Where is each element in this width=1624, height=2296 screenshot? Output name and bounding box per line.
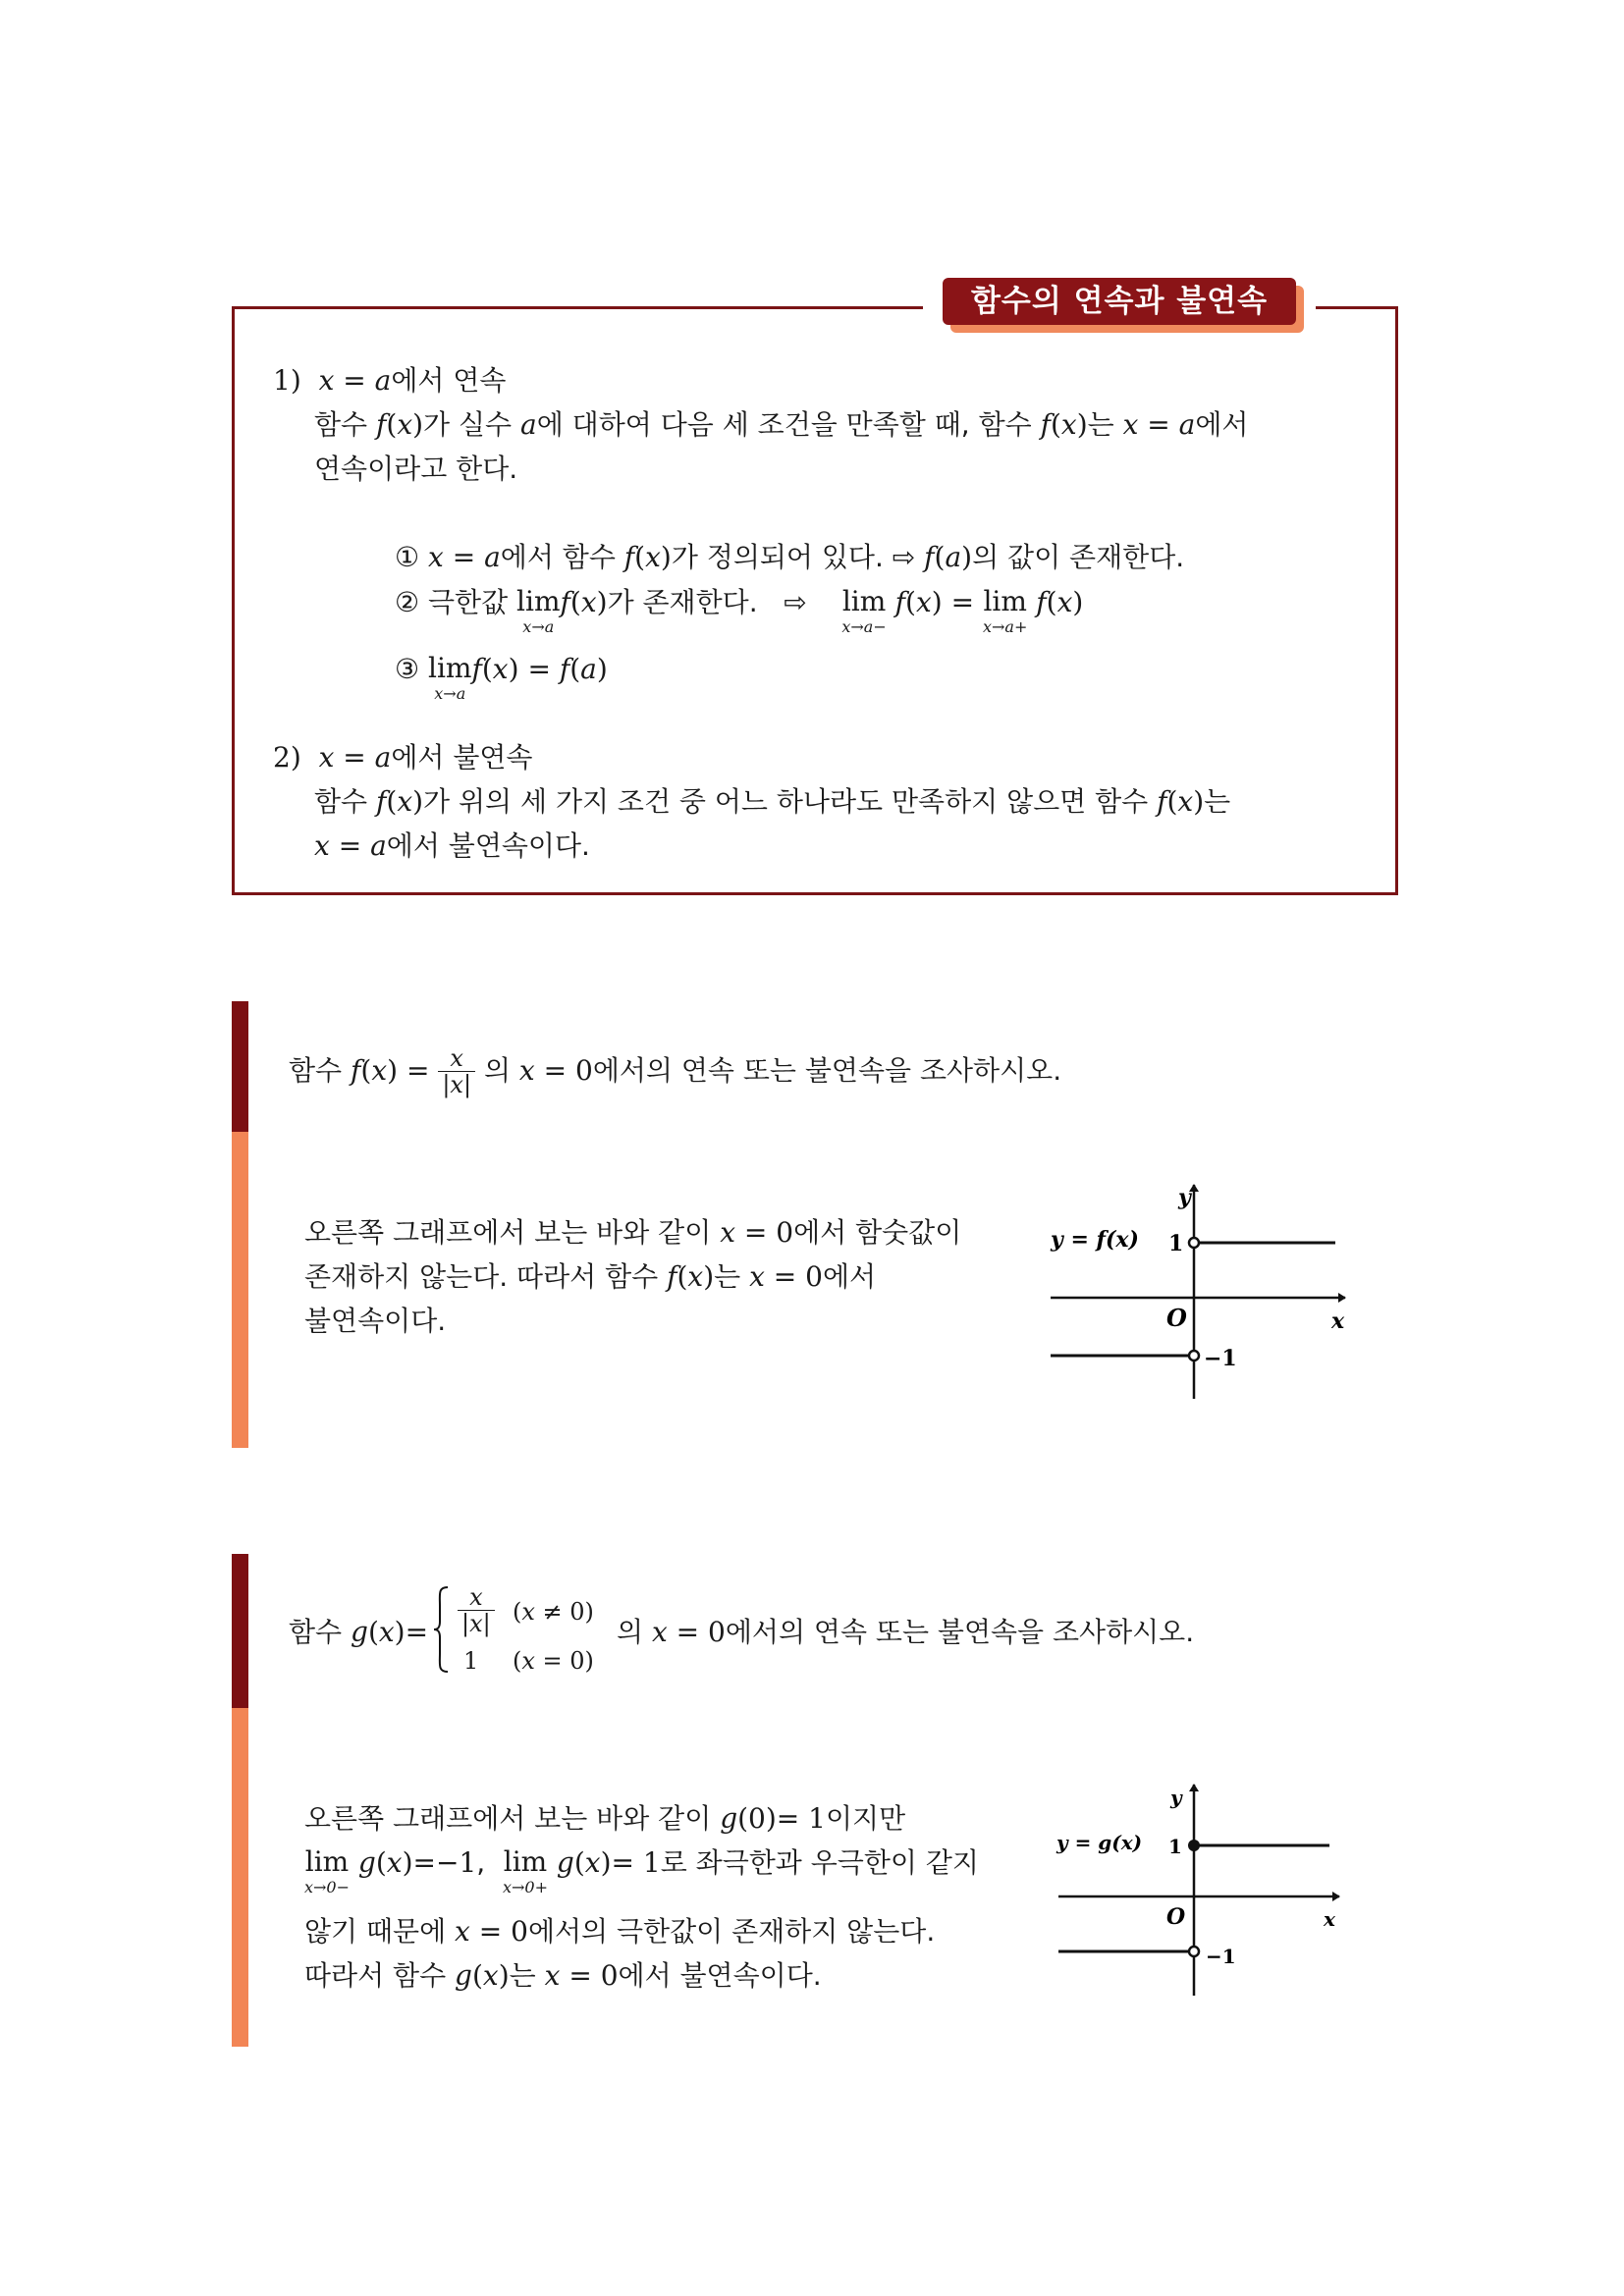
problem2-answer-line1: 오른쪽 그래프에서 보는 바와 같이 g(0)= 1이지만 xyxy=(304,1802,906,1835)
problem1-question: 함수 f(x) = $\frac{x}{|x|}$ 의 x = 0에서의 연속 또는 불연속을 조사하시오. xyxy=(289,1044,1062,1099)
s1-line1: 함수 f(x)가 실수 a에 대하여 다음 세 조건을 만족할 때, 함수 f(x)는 x = a에서 xyxy=(314,408,1249,441)
problem2-question-tail: 의 x = 0에서의 연속 또는 불연속을 조사하시오. xyxy=(617,1616,1195,1648)
problem2-bar-dark xyxy=(232,1554,248,1708)
y-label: y xyxy=(1170,1786,1182,1809)
s2-line2: x = a에서 불연속이다. xyxy=(314,829,590,862)
tick-label-neg1: −1 xyxy=(1204,1346,1237,1371)
tick-label-1: 1 xyxy=(1168,1231,1184,1256)
problem2-bar-light xyxy=(232,1708,248,2047)
problem2-answer-line3: 않기 때문에 x = 0에서의 극한값이 존재하지 않는다. xyxy=(304,1915,936,1948)
problem1-answer-line2: 존재하지 않는다. 따라서 함수 f(x)는 x = 0에서 xyxy=(304,1260,877,1293)
function-label: y = f(x) xyxy=(1051,1227,1139,1253)
s1-line2: 연속이라고 한다. xyxy=(314,453,518,485)
x-label: x xyxy=(1331,1308,1345,1334)
problem2-case1-cond: (x ≠ 0) xyxy=(513,1598,594,1626)
origin-label: O xyxy=(1166,1904,1186,1930)
problem2-answer-line4: 따라서 함수 g(x)는 x = 0에서 불연속이다. xyxy=(304,1959,822,1992)
open-point-lower xyxy=(1189,1947,1199,1956)
title-badge xyxy=(943,278,1296,325)
problem2-answer-line2: lim x→0− g(x)=−1, lim x→0+ g(x)= 1로 좌극한과 우극한이 같지 xyxy=(304,1845,979,1896)
s2-heading: 2) x = a에서 불연속 xyxy=(273,741,533,774)
x-label: x xyxy=(1324,1907,1335,1931)
problem1-answer-line3: 불연속이다. xyxy=(304,1305,447,1337)
tick-label-neg1: −1 xyxy=(1206,1945,1236,1968)
open-point-upper xyxy=(1189,1238,1199,1248)
closed-point-upper xyxy=(1188,1840,1200,1851)
condition-1: ① x = a에서 함수 f(x)가 정의되어 있다. ⇨ f(a)의 값이 존재한다. xyxy=(395,541,1185,573)
s1-heading: 1) x = a에서 연속 xyxy=(273,364,507,397)
condition-3: ③ lim x→a f(x) = f(a) xyxy=(395,652,608,703)
open-point-lower xyxy=(1189,1351,1199,1361)
s2-line1: 함수 f(x)가 위의 세 가지 조건 중 어느 하나라도 만족하지 않으면 함수 f(x)는 xyxy=(314,785,1231,818)
condition-2: ② 극한값 lim x→a f(x)가 존재한다. ⇨ lim x→a− f(x) = lim x→a+ f(x) xyxy=(395,585,1084,636)
y-label: y xyxy=(1178,1185,1191,1210)
problem1-bar-light xyxy=(232,1132,248,1448)
section-title: 함수의 연속과 불연속 xyxy=(943,278,1296,325)
problem2-graph xyxy=(1049,1775,1353,2001)
origin-label: O xyxy=(1166,1304,1187,1332)
problem1-graph xyxy=(1041,1173,1355,1409)
problem2-question-lead: 함수 g(x)= xyxy=(289,1616,429,1648)
problem1-bar-dark xyxy=(232,1001,248,1132)
problem2-case1-expr: $\frac{x}{|x|}$ xyxy=(458,1584,495,1637)
problem2-brace xyxy=(432,1584,452,1675)
tick-label-1: 1 xyxy=(1168,1835,1182,1858)
function-label: y = g(x) xyxy=(1056,1831,1143,1854)
problem2-case2-cond: (x = 0) xyxy=(513,1647,594,1675)
problem1-answer-line1: 오른쪽 그래프에서 보는 바와 같이 x = 0에서 함숫값이 xyxy=(304,1216,962,1249)
problem2-case2-expr: 1 xyxy=(463,1647,479,1675)
